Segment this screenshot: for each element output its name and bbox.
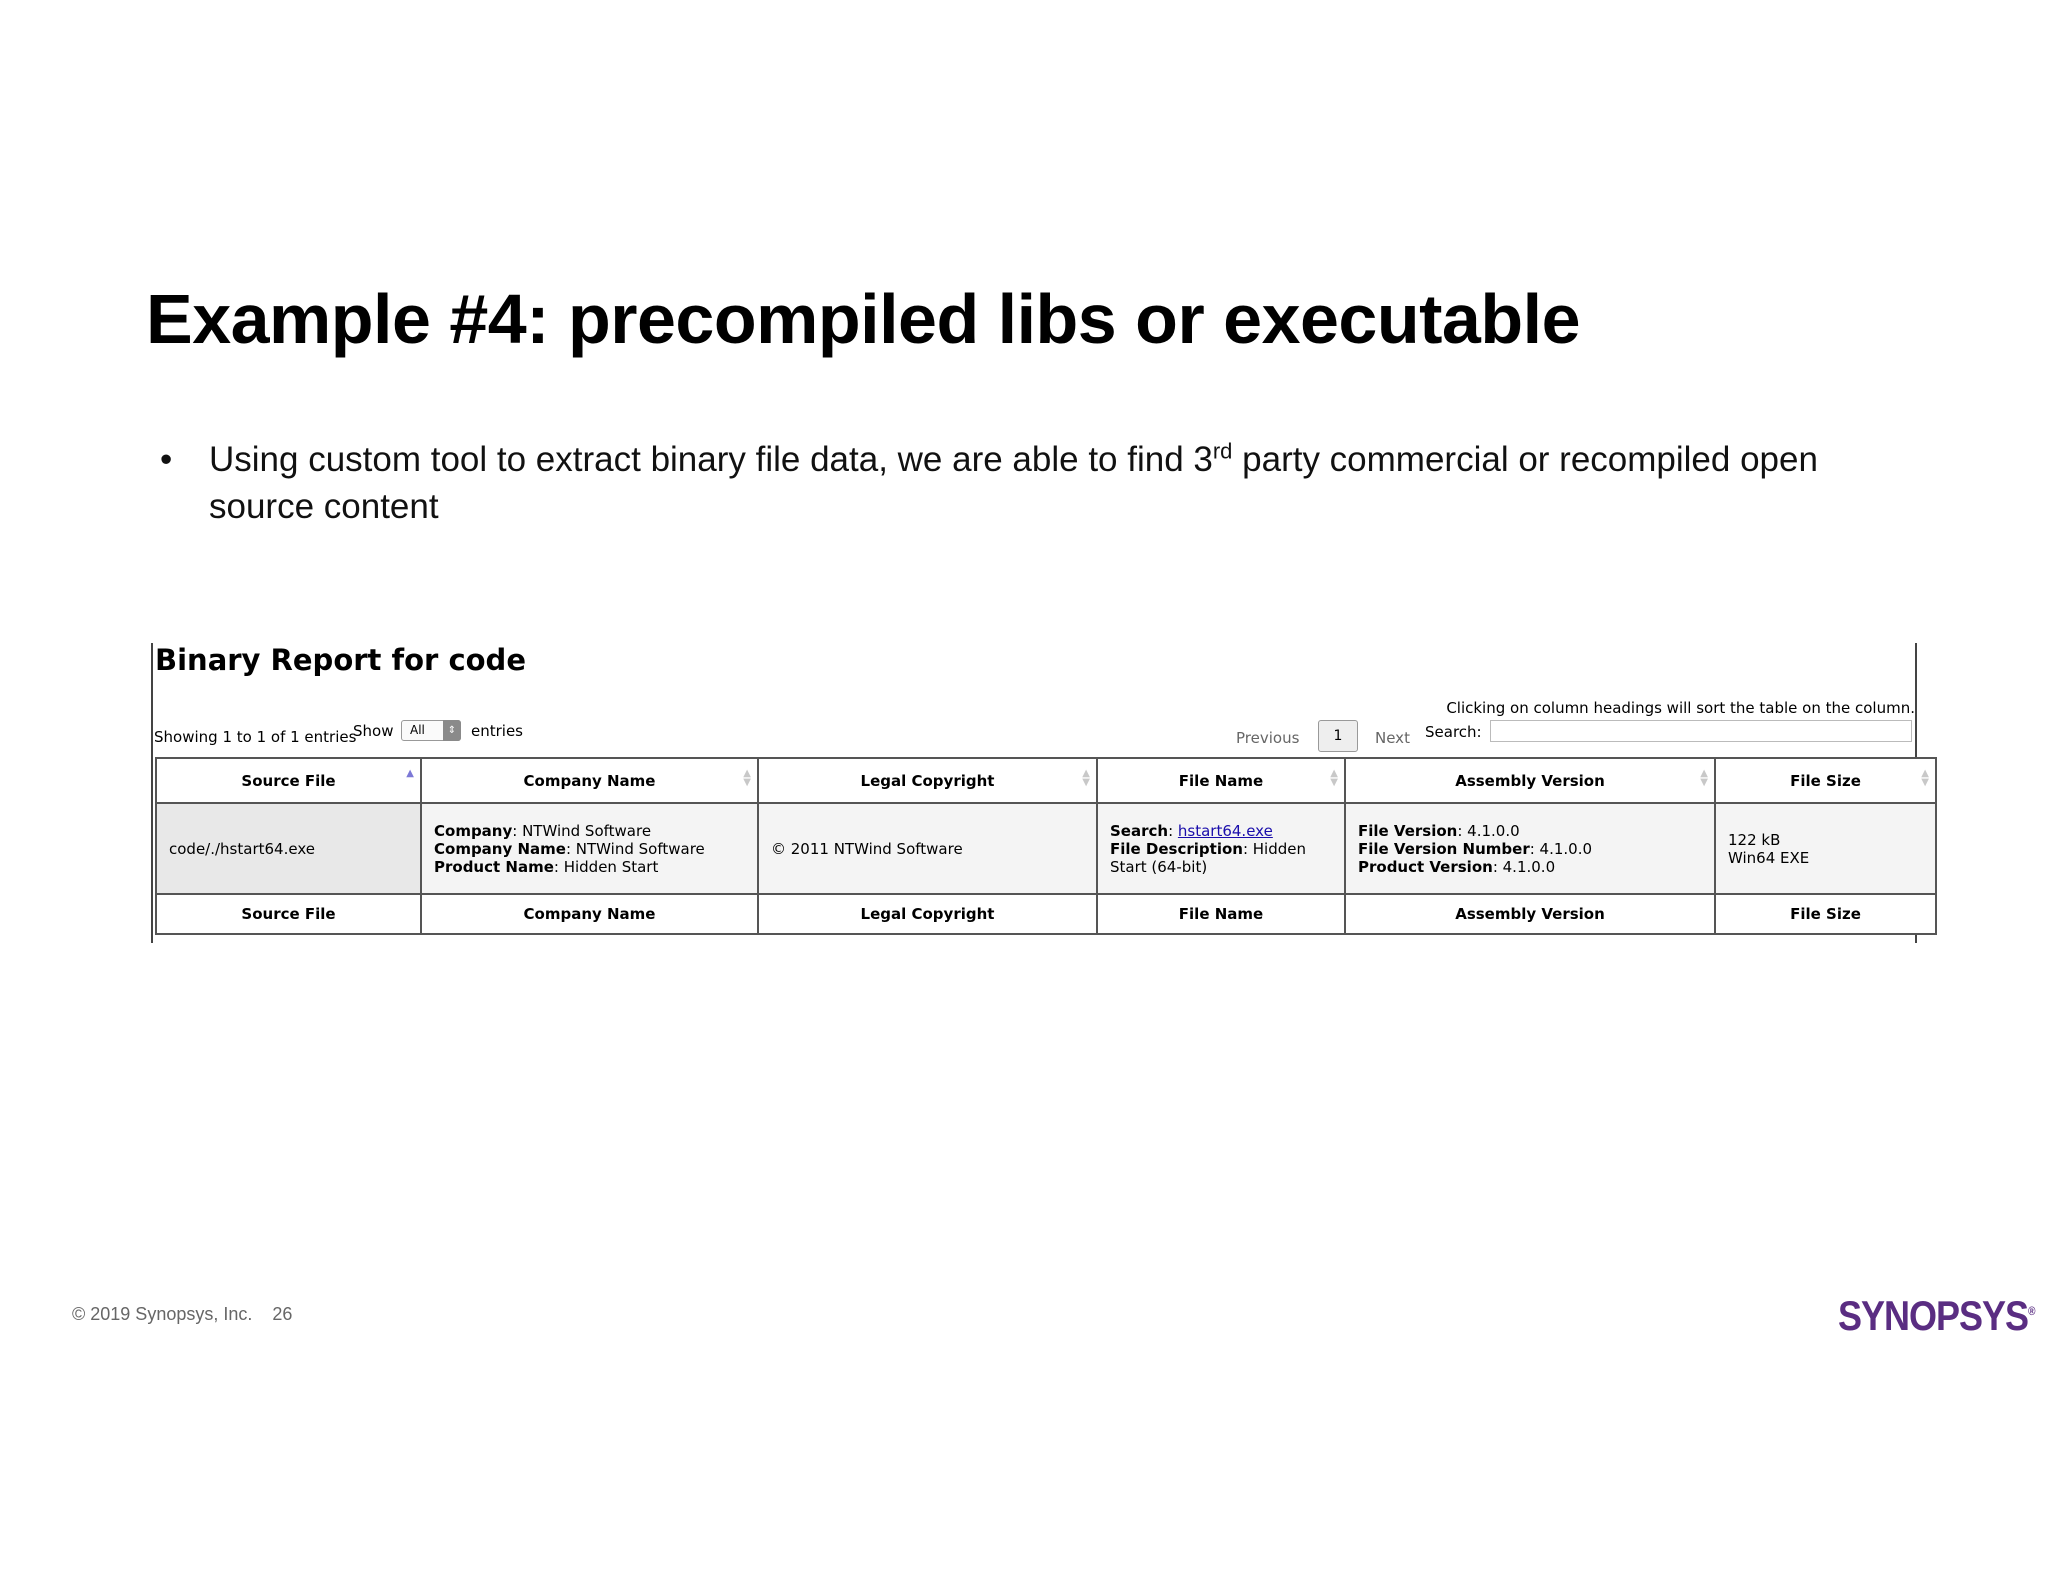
select-arrows-icon: ⇕ — [443, 720, 461, 741]
report-title: Binary Report for code — [155, 643, 526, 677]
show-entries-value: All — [410, 723, 425, 737]
page-1-button[interactable]: 1 — [1318, 720, 1358, 752]
show-entries-select[interactable] — [401, 720, 461, 741]
search-label: Search: — [1425, 723, 1482, 741]
bullet-dot: • — [160, 440, 173, 479]
previous-page-button[interactable]: Previous — [1236, 729, 1300, 747]
binary-report-table — [155, 757, 1937, 935]
table-footer-row — [156, 894, 1936, 934]
sort-both-icon: ▲ ▼ — [1700, 768, 1708, 788]
column-footer-source-file: Source File — [156, 894, 421, 934]
showing-entries-info: Showing 1 to 1 of 1 entries — [154, 728, 357, 746]
sort-both-icon: ▲ ▼ — [1921, 768, 1929, 788]
cell-file-name: Search: hstart64.exe File Description: Hidden Start (64-bit) — [1097, 803, 1345, 894]
sort-both-icon: ▲ ▼ — [743, 768, 751, 788]
binary-report-screenshot — [151, 643, 1929, 943]
column-header-legal-copyright[interactable]: Legal Copyright ▲ ▼ — [758, 758, 1097, 803]
search-input[interactable] — [1490, 720, 1912, 742]
column-footer-legal-copyright: Legal Copyright — [758, 894, 1097, 934]
sort-both-icon: ▲ ▼ — [1082, 768, 1090, 788]
footer-copyright: © 2019 Synopsys, Inc. 26 — [72, 1304, 293, 1324]
column-header-file-size[interactable]: File Size ▲ ▼ — [1715, 758, 1936, 803]
sort-ascending-icon: ▲ — [406, 768, 414, 779]
sort-both-icon: ▲ ▼ — [1330, 768, 1338, 788]
column-footer-assembly-version: Assembly Version — [1345, 894, 1715, 934]
column-header-source-file[interactable]: Source File ▲ — [156, 758, 421, 803]
show-label: Show — [353, 722, 394, 740]
table-header-row — [156, 758, 1936, 803]
cell-assembly-version: File Version: 4.1.0.0 File Version Number: 4.1.0.0 Product Version: 4.1.0.0 — [1345, 803, 1715, 894]
bullet-text-part2: party commercial or recompiled open source content — [209, 440, 1818, 526]
column-header-company-name[interactable]: Company Name ▲ ▼ — [421, 758, 758, 803]
cell-file-size: 122 kB Win64 EXE — [1715, 803, 1936, 894]
column-header-file-name[interactable]: File Name ▲ ▼ — [1097, 758, 1345, 803]
slide-title: Example #4: precompiled libs or executable — [146, 280, 1580, 358]
entries-label: entries — [471, 722, 523, 740]
bullet-ordinal-suffix: rd — [1212, 438, 1233, 464]
column-footer-file-size: File Size — [1715, 894, 1936, 934]
bullet-text — [209, 436, 1880, 530]
column-footer-company-name: Company Name — [421, 894, 758, 934]
sort-hint: Clicking on column headings will sort the table on the column. — [1446, 699, 1915, 717]
column-header-assembly-version[interactable]: Assembly Version ▲ ▼ — [1345, 758, 1715, 803]
column-footer-file-name: File Name — [1097, 894, 1345, 934]
bullet-text-part1: Using custom tool to extract binary file data, we are able to find 3 — [209, 440, 1213, 479]
registered-mark: ® — [2028, 1305, 2035, 1319]
bullet-point — [160, 436, 1880, 530]
cell-legal-copyright: © 2011 NTWind Software — [758, 803, 1097, 894]
table-row — [156, 803, 1936, 894]
file-search-link[interactable]: hstart64.exe — [1177, 821, 1273, 840]
cell-company-name: Company: NTWind Software Company Name: NTWind Software Product Name: Hidden Start — [421, 803, 758, 894]
synopsys-logo: SYNOPSYS® — [1838, 1291, 2035, 1339]
cell-source-file: code/./hstart64.exe — [156, 803, 421, 894]
next-page-button[interactable]: Next — [1375, 729, 1410, 747]
